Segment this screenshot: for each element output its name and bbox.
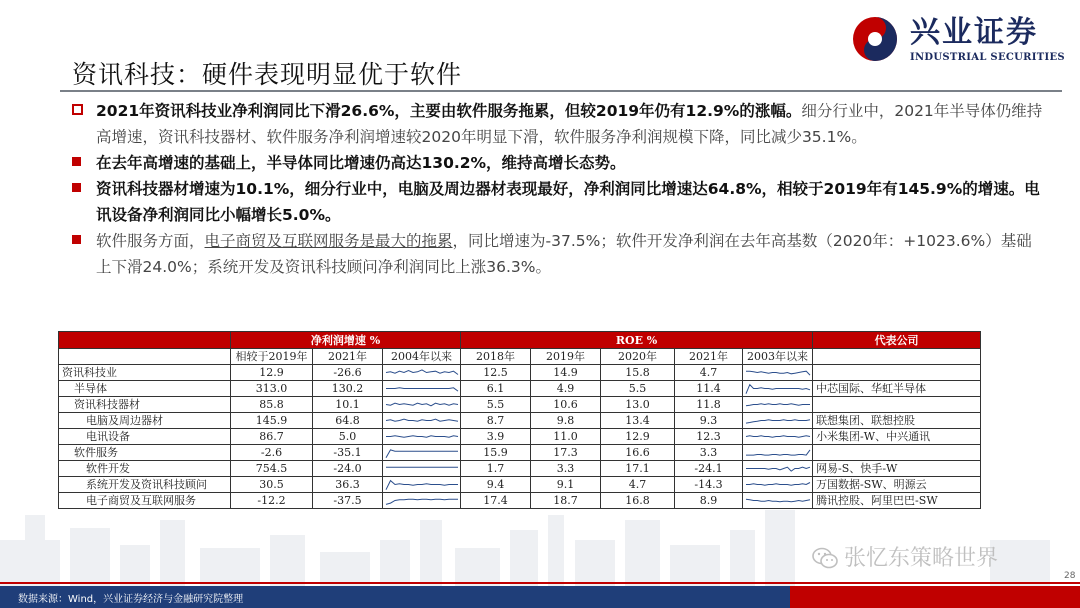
sparkline-chart xyxy=(743,461,813,476)
sparkline-chart xyxy=(383,381,461,396)
cell-companies xyxy=(813,365,981,381)
sparkline-line xyxy=(746,450,810,455)
table-group-header-row xyxy=(59,332,981,349)
cell-roe-2018: 5.5 xyxy=(461,397,531,413)
table-row xyxy=(59,365,981,381)
header-companies: 代表公司 xyxy=(813,332,981,349)
logo-text-cn: 兴业证券 xyxy=(910,15,1038,50)
footer-bar xyxy=(0,586,1080,608)
title-divider xyxy=(60,90,1062,92)
subheader-2019: 2019年 xyxy=(531,349,601,365)
cell-roe-2019: 10.6 xyxy=(531,397,601,413)
table-sub-header-row xyxy=(59,349,981,365)
cell-companies: 万国数据-SW、明源云 xyxy=(813,477,981,493)
sparkline-chart xyxy=(743,365,813,380)
table-header-blank xyxy=(59,349,231,365)
cell-growth-2021: -35.1 xyxy=(313,445,383,461)
sparkline-chart xyxy=(383,365,461,380)
bullet-point xyxy=(72,98,1047,150)
cell-vs-2019: -2.6 xyxy=(231,445,313,461)
cell-growth-2021: -26.6 xyxy=(313,365,383,381)
cell-vs-2019: 30.5 xyxy=(231,477,313,493)
subheader-2021: 2021年 xyxy=(313,349,383,365)
sparkline-line xyxy=(386,370,458,375)
cell-roe-2019: 18.7 xyxy=(531,493,601,509)
sparkline-chart xyxy=(383,429,461,444)
sparkline-chart xyxy=(743,477,813,492)
cell-companies: 联想集团、联想控股 xyxy=(813,413,981,429)
data-table xyxy=(58,331,981,509)
cell-roe-trend xyxy=(743,429,813,445)
table-row xyxy=(59,461,981,477)
cell-companies: 网易-S、快手-W xyxy=(813,461,981,477)
logo-mark-icon xyxy=(852,16,898,62)
logo-text-en: INDUSTRIAL SECURITIES xyxy=(910,52,1065,63)
row-name: 电讯设备 xyxy=(59,429,231,445)
cell-roe-2020: 15.8 xyxy=(601,365,675,381)
sparkline-chart xyxy=(743,397,813,412)
subheader-2018: 2018年 xyxy=(461,349,531,365)
sparkline-chart xyxy=(383,397,461,412)
cell-vs-2019: -12.2 xyxy=(231,493,313,509)
bullet-marker xyxy=(72,157,81,166)
sparkline-chart xyxy=(743,413,813,428)
row-name: 系统开发及资讯科技顾问 xyxy=(59,477,231,493)
cell-growth-trend xyxy=(383,445,461,461)
bullet-marker-hollow xyxy=(72,104,83,115)
page-number: 28 xyxy=(1064,571,1076,581)
row-name: 软件服务 xyxy=(59,445,231,461)
cell-companies xyxy=(813,445,981,461)
bullet-marker xyxy=(72,235,81,244)
sparkline-chart xyxy=(743,429,813,444)
bullet-marker xyxy=(72,183,81,192)
cell-roe-trend xyxy=(743,397,813,413)
cell-roe-2021: -24.1 xyxy=(675,461,743,477)
cell-companies: 腾讯控股、阿里巴巴-SW xyxy=(813,493,981,509)
cell-roe-2020: 13.0 xyxy=(601,397,675,413)
row-name: 电脑及周边器材 xyxy=(59,413,231,429)
table-header-blank xyxy=(59,332,231,349)
sparkline-line xyxy=(746,467,810,471)
row-name: 软件开发 xyxy=(59,461,231,477)
subheader-since-2003: 2003年以来 xyxy=(743,349,813,365)
cell-roe-2021: 4.7 xyxy=(675,365,743,381)
sparkline-line xyxy=(746,499,810,502)
cell-growth-trend xyxy=(383,429,461,445)
table-header-blank xyxy=(813,349,981,365)
cell-companies xyxy=(813,397,981,413)
bullet-bold-text: 资讯科技器材增速为10.1%，细分行业中，电脑及周边器材表现最好，净利润同比增速达64.8%，相较于2019年有145.9%的增速。电讯设备净利润同比小幅增长5.0%。 xyxy=(96,180,1040,224)
cell-vs-2019: 85.8 xyxy=(231,397,313,413)
bullet-point xyxy=(72,228,1047,280)
sparkline-line xyxy=(386,419,458,421)
cell-vs-2019: 12.9 xyxy=(231,365,313,381)
footer-divider xyxy=(0,582,1080,584)
sparkline-line xyxy=(746,385,810,394)
bullet-text: 软件服务方面， xyxy=(96,232,205,250)
cell-roe-2018: 15.9 xyxy=(461,445,531,461)
table-row xyxy=(59,429,981,445)
table-row xyxy=(59,413,981,429)
watermark xyxy=(812,541,998,572)
sparkline-chart xyxy=(383,493,461,508)
sparkline-chart xyxy=(383,461,461,476)
table-row xyxy=(59,493,981,509)
sparkline-line xyxy=(746,420,810,423)
bullet-bold-text: 2021年资讯科技业净利润同比下滑26.6%，主要由软件服务拖累，但较2019年仍有12.9%的涨幅。 xyxy=(96,102,802,120)
bullet-underlined-text: 电子商贸及互联网服务是最大的拖累 xyxy=(204,232,453,250)
cell-roe-2019: 14.9 xyxy=(531,365,601,381)
cell-growth-trend xyxy=(383,493,461,509)
sparkline-line xyxy=(386,436,458,437)
bullet-text: ，同比增速为-37.5%；软件开发净利润在去年高基数（2020年：+1023.6%）基础上下滑24.0%；系统开发及资讯科技顾问净利润同比上涨36.3%。 xyxy=(96,232,1032,276)
cell-roe-trend xyxy=(743,381,813,397)
watermark-text: 张忆东策略世界 xyxy=(844,546,999,571)
subheader-vs-2019: 相较于2019年 xyxy=(231,349,313,365)
cell-roe-2020: 13.4 xyxy=(601,413,675,429)
cell-roe-2020: 17.1 xyxy=(601,461,675,477)
cell-growth-trend xyxy=(383,381,461,397)
cell-roe-trend xyxy=(743,413,813,429)
cell-roe-2020: 12.9 xyxy=(601,429,675,445)
cell-growth-2021: 64.8 xyxy=(313,413,383,429)
subheader-since-2004: 2004年以来 xyxy=(383,349,461,365)
cell-growth-trend xyxy=(383,365,461,381)
bullet-text: 细分行业中，2021年半导体仍维持高增速，资讯科技器材、软件服务净利润增速较2020年明显下滑，软件服务净利润规模下降，同比减少35.1%。 xyxy=(96,102,1043,146)
cell-growth-trend xyxy=(383,413,461,429)
cell-roe-trend xyxy=(743,493,813,509)
company-logo xyxy=(852,14,1067,64)
sparkline-chart xyxy=(743,445,813,460)
cell-roe-2019: 17.3 xyxy=(531,445,601,461)
row-name: 半导体 xyxy=(59,381,231,397)
bullet-bold-text: 在去年高增速的基础上，半导体同比增速仍高达130.2%，维持高增长态势。 xyxy=(96,154,626,172)
cell-vs-2019: 145.9 xyxy=(231,413,313,429)
sparkline-chart xyxy=(383,413,461,428)
cell-roe-trend xyxy=(743,461,813,477)
cell-roe-2018: 8.7 xyxy=(461,413,531,429)
cell-roe-2021: 8.9 xyxy=(675,493,743,509)
cell-roe-2021: 9.3 xyxy=(675,413,743,429)
sparkline-chart xyxy=(743,493,813,508)
cell-roe-2020: 16.8 xyxy=(601,493,675,509)
subheader-2021-roe: 2021年 xyxy=(675,349,743,365)
bullet-list xyxy=(72,98,1047,280)
cell-roe-trend xyxy=(743,445,813,461)
sparkline-chart xyxy=(383,477,461,492)
cell-roe-2019: 9.8 xyxy=(531,413,601,429)
cell-companies: 小米集团-W、中兴通讯 xyxy=(813,429,981,445)
cell-roe-2018: 12.5 xyxy=(461,365,531,381)
cell-roe-2018: 17.4 xyxy=(461,493,531,509)
cell-growth-trend xyxy=(383,477,461,493)
sparkline-line xyxy=(386,481,458,490)
cell-roe-2020: 16.6 xyxy=(601,445,675,461)
wechat-icon xyxy=(812,547,838,569)
slide-title: 资讯科技：硬件表现明显优于软件 xyxy=(72,60,463,89)
cell-roe-2021: -14.3 xyxy=(675,477,743,493)
cell-roe-2018: 1.7 xyxy=(461,461,531,477)
cell-roe-2020: 5.5 xyxy=(601,381,675,397)
source-note: 数据来源：Wind，兴业证券经济与金融研究院整理 xyxy=(18,594,244,605)
cell-growth-trend xyxy=(383,461,461,477)
header-roe: ROE % xyxy=(461,332,813,349)
cell-companies: 中芯国际、华虹半导体 xyxy=(813,381,981,397)
cell-growth-2021: 5.0 xyxy=(313,429,383,445)
sparkline-line xyxy=(386,499,458,504)
row-name: 电子商贸及互联网服务 xyxy=(59,493,231,509)
cell-roe-2019: 3.3 xyxy=(531,461,601,477)
sparkline-line xyxy=(746,483,810,486)
bullet-point xyxy=(72,150,1047,176)
sparkline-line xyxy=(386,388,458,391)
table-row xyxy=(59,381,981,397)
cell-growth-trend xyxy=(383,397,461,413)
footer-blue-band xyxy=(0,586,790,608)
cell-vs-2019: 313.0 xyxy=(231,381,313,397)
bullet-point xyxy=(72,176,1047,228)
cell-roe-2018: 3.9 xyxy=(461,429,531,445)
sparkline-line xyxy=(746,404,810,406)
sparkline-chart xyxy=(743,381,813,396)
cell-growth-2021: 130.2 xyxy=(313,381,383,397)
sparkline-line xyxy=(746,436,810,437)
table-row xyxy=(59,445,981,461)
sparkline-chart xyxy=(383,445,461,460)
cell-roe-2018: 6.1 xyxy=(461,381,531,397)
cell-roe-2018: 9.4 xyxy=(461,477,531,493)
sparkline-line xyxy=(386,403,458,406)
cell-vs-2019: 86.7 xyxy=(231,429,313,445)
sparkline-line xyxy=(746,371,810,375)
cell-roe-2021: 3.3 xyxy=(675,445,743,461)
header-net-profit-growth: 净利润增速 % xyxy=(231,332,461,349)
cell-roe-2019: 9.1 xyxy=(531,477,601,493)
cell-growth-2021: 36.3 xyxy=(313,477,383,493)
sparkline-line xyxy=(386,450,458,458)
table-row xyxy=(59,397,981,413)
cell-roe-2019: 11.0 xyxy=(531,429,601,445)
cell-growth-2021: 10.1 xyxy=(313,397,383,413)
cell-vs-2019: 754.5 xyxy=(231,461,313,477)
cell-roe-trend xyxy=(743,477,813,493)
cell-roe-2021: 12.3 xyxy=(675,429,743,445)
row-name: 资讯科技业 xyxy=(59,365,231,381)
cell-roe-2019: 4.9 xyxy=(531,381,601,397)
row-name: 资讯科技器材 xyxy=(59,397,231,413)
cell-roe-2021: 11.4 xyxy=(675,381,743,397)
cell-growth-2021: -24.0 xyxy=(313,461,383,477)
footer-red-band xyxy=(790,586,1080,608)
subheader-2020: 2020年 xyxy=(601,349,675,365)
cell-roe-2020: 4.7 xyxy=(601,477,675,493)
cell-growth-2021: -37.5 xyxy=(313,493,383,509)
cell-roe-2021: 11.8 xyxy=(675,397,743,413)
cell-roe-trend xyxy=(743,365,813,381)
table-row xyxy=(59,477,981,493)
